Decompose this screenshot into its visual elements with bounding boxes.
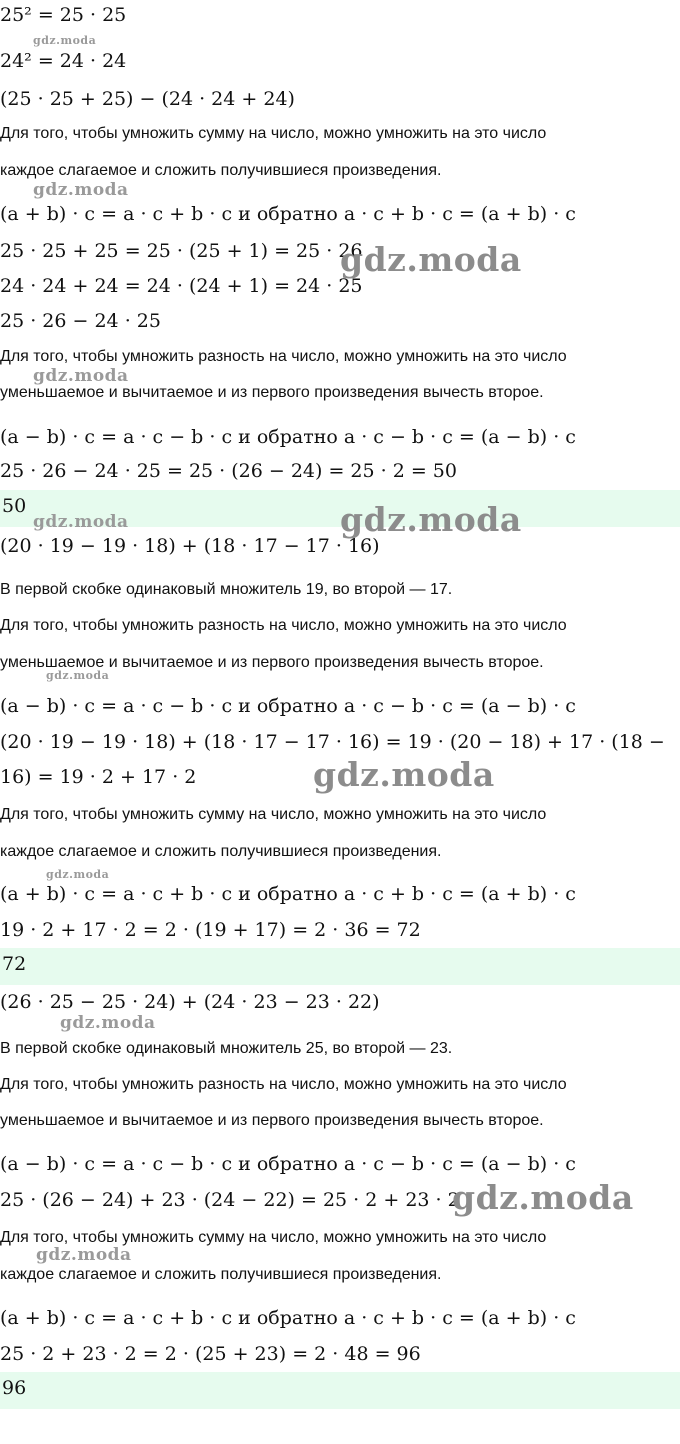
math-line: 25 · 26 − 24 · 25 = 25 · (26 − 24) = 25 · 2 = 50 [0, 460, 457, 482]
watermark: gdz.moda [36, 1245, 132, 1265]
math-line: (a − b) · c = a · c − b · c и обратно a · c − b · c = (a − b) · c [0, 695, 576, 717]
watermark: gdz.moda [33, 366, 129, 386]
watermark: gdz.moda [46, 669, 110, 682]
text-line: уменьшаемое и вычитаемое и из первого произведения вычесть второе. [0, 1112, 544, 1129]
math-line: (20 · 19 − 19 · 18) + (18 · 17 − 17 · 16) = 19 · (20 − 18) + 17 · (18 − [0, 731, 665, 753]
math-line: (a + b) · c = a · c + b · c и обратно a · c + b · c = (a + b) · c [0, 1307, 576, 1329]
watermark: gdz.moda [33, 180, 129, 200]
answer-box [0, 948, 680, 985]
text-line: В первой скобке одинаковый множитель 25, во второй — 23. [0, 1040, 453, 1057]
answer-value: 96 [2, 1377, 27, 1399]
text-line: Для того, чтобы умножить разность на число, можно умножить на это число [0, 1076, 567, 1093]
watermark: gdz.moda [33, 34, 97, 47]
math-line: (a + b) · c = a · c + b · c и обратно a · c + b · c = (a + b) · c [0, 203, 576, 225]
text-line: каждое слагаемое и сложить получившиеся произведения. [0, 1266, 442, 1283]
math-line: 25² = 25 · 25 [0, 4, 127, 26]
watermark: gdz.moda [60, 1013, 156, 1033]
text-line: каждое слагаемое и сложить получившиеся произведения. [0, 162, 442, 179]
math-line: 25 · 26 − 24 · 25 [0, 310, 161, 332]
text-line: Для того, чтобы умножить сумму на число, можно умножить на это число [0, 125, 547, 142]
watermark: gdz.moda [340, 240, 522, 279]
math-line: 25 · 25 + 25 = 25 · (25 + 1) = 25 · 26 [0, 240, 363, 262]
math-line: 16) = 19 · 2 + 17 · 2 [0, 766, 197, 788]
answer-value: 72 [2, 953, 27, 975]
math-line: (a + b) · c = a · c + b · c и обратно a · c + b · c = (a + b) · c [0, 883, 576, 905]
text-line: каждое слагаемое и сложить получившиеся произведения. [0, 843, 442, 860]
text-line: Для того, чтобы умножить сумму на число, можно умножить на это число [0, 806, 547, 823]
watermark: gdz.moda [452, 1178, 634, 1217]
math-line: 25 · (26 − 24) + 23 · (24 − 22) = 25 · 2 + 23 · 2 [0, 1189, 460, 1211]
math-line: (a − b) · c = a · c − b · c и обратно a · c − b · c = (a − b) · c [0, 426, 576, 448]
math-line: 25 · 2 + 23 · 2 = 2 · (25 + 23) = 2 · 48 = 96 [0, 1343, 421, 1365]
answer-value: 50 [2, 495, 27, 517]
math-line: (a − b) · c = a · c − b · c и обратно a · c − b · c = (a − b) · c [0, 1153, 576, 1175]
watermark: gdz.moda [33, 512, 129, 532]
math-line: (26 · 25 − 25 · 24) + (24 · 23 − 23 · 22) [0, 991, 380, 1013]
watermark: gdz.moda [340, 500, 522, 539]
math-line: 19 · 2 + 17 · 2 = 2 · (19 + 17) = 2 · 36 = 72 [0, 919, 421, 941]
watermark: gdz.moda [313, 755, 495, 794]
text-line: уменьшаемое и вычитаемое и из первого произведения вычесть второе. [0, 384, 544, 401]
math-line: 24² = 24 · 24 [0, 50, 127, 72]
text-line: Для того, чтобы умножить сумму на число, можно умножить на это число [0, 1229, 547, 1246]
math-line: (20 · 19 − 19 · 18) + (18 · 17 − 17 · 16) [0, 535, 380, 557]
text-line: В первой скобке одинаковый множитель 19, во второй — 17. [0, 581, 453, 598]
math-line: (25 · 25 + 25) − (24 · 24 + 24) [0, 88, 295, 110]
text-line: уменьшаемое и вычитаемое и из первого произведения вычесть второе. [0, 654, 544, 671]
watermark: gdz.moda [46, 868, 110, 881]
math-line: 24 · 24 + 24 = 24 · (24 + 1) = 24 · 25 [0, 275, 363, 297]
text-line: Для того, чтобы умножить разность на число, можно умножить на это число [0, 617, 567, 634]
answer-box [0, 1372, 680, 1409]
text-line: Для того, чтобы умножить разность на число, можно умножить на это число [0, 348, 567, 365]
